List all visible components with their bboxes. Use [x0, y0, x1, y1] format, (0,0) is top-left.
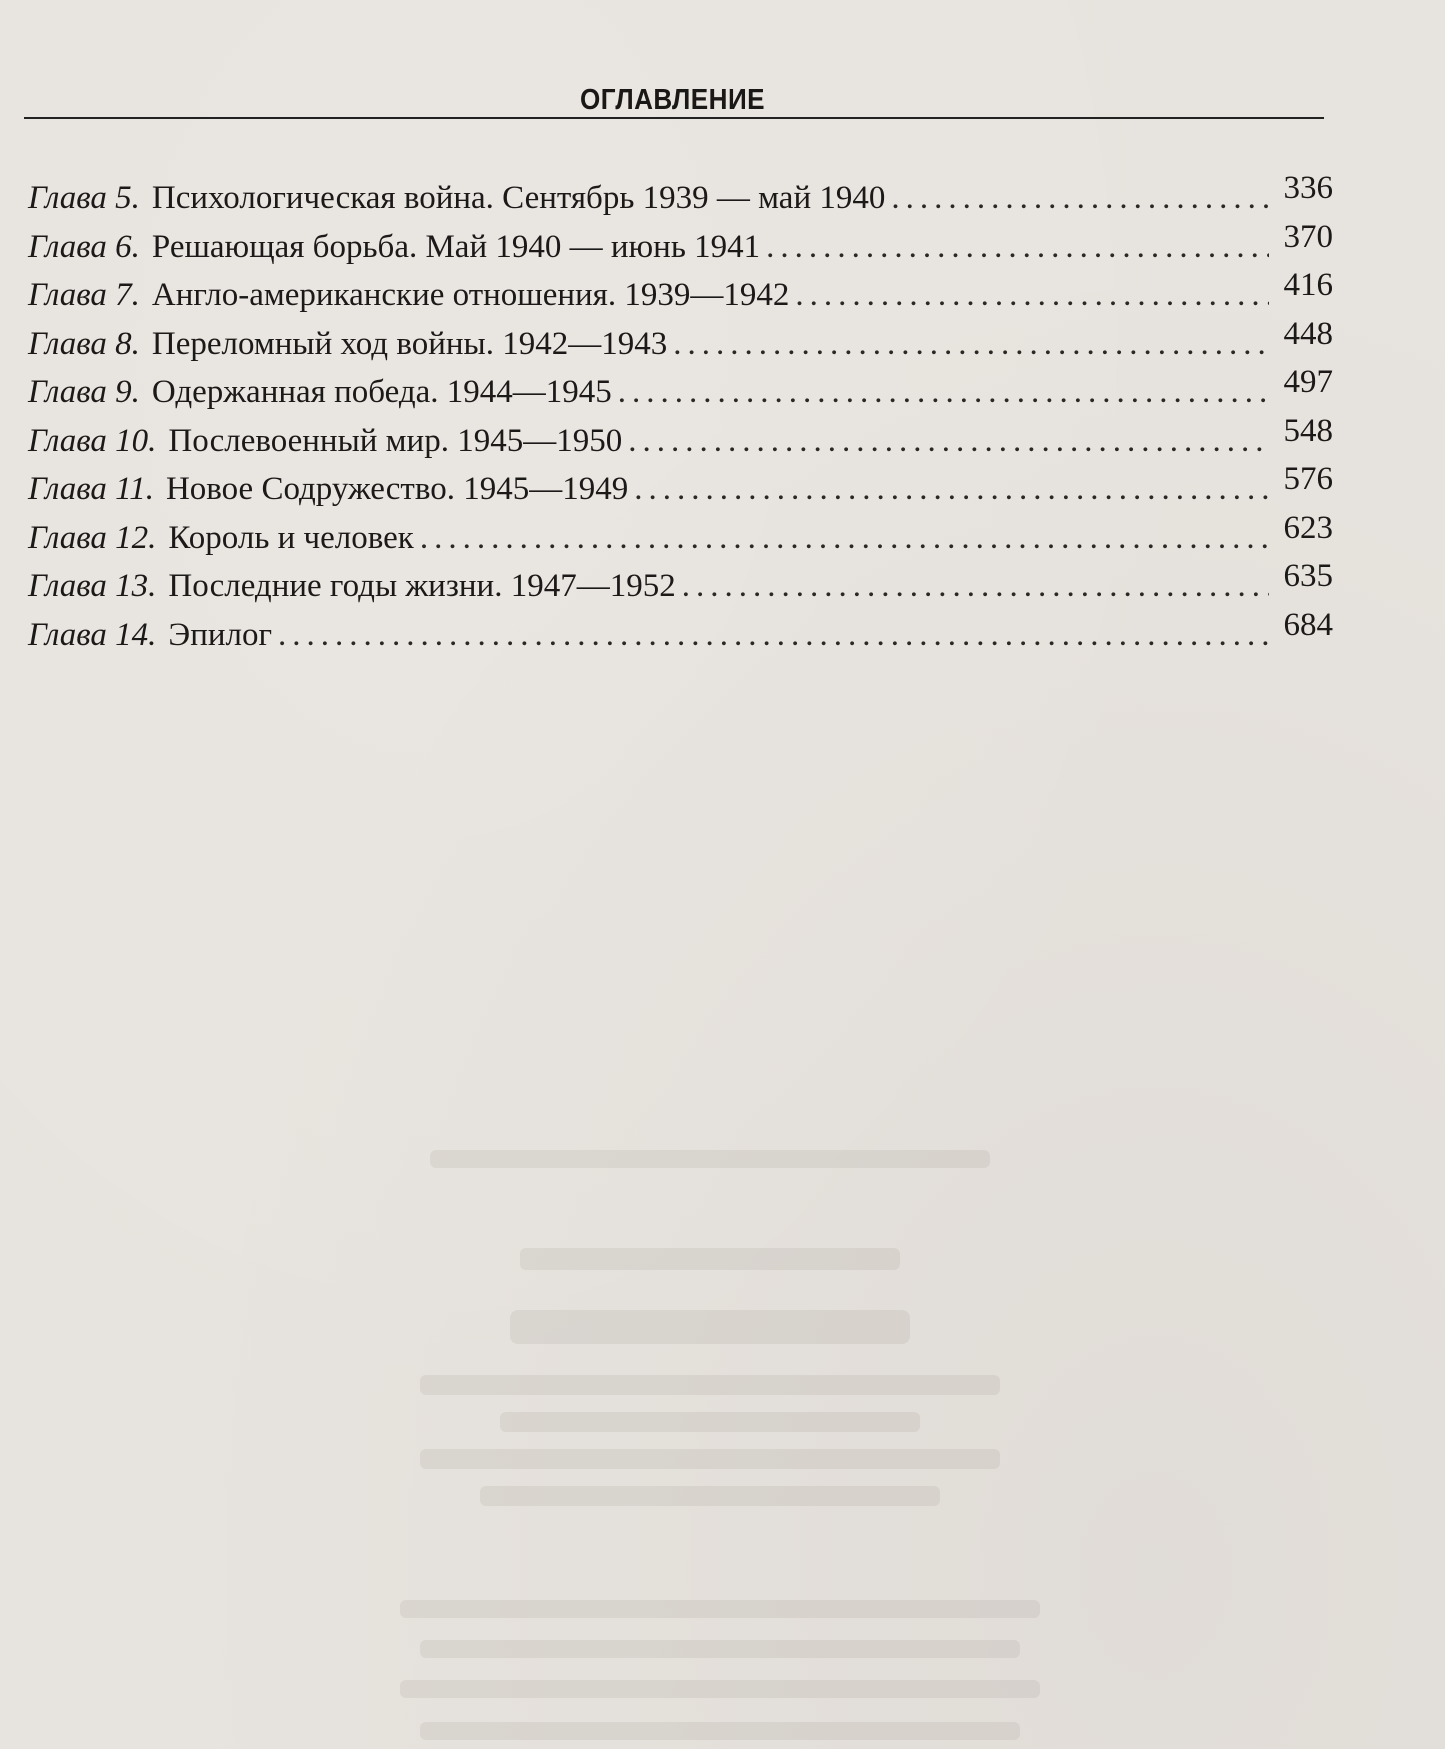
toc-chapter-label: Глава 5. [28, 180, 140, 216]
toc-chapter-label: Глава 14. [28, 616, 157, 653]
toc-page-number: 635 [1283, 558, 1333, 594]
toc-chapter-title: Англо-американские отношения. 1939—1942 [151, 277, 790, 313]
toc-page-number: 623 [1283, 509, 1333, 546]
toc-page-number: 448 [1283, 315, 1333, 352]
toc-chapter-title: Король и человек [168, 519, 414, 556]
toc-page-number: 684 [1283, 606, 1333, 643]
toc-chapter-label: Глава 6. [28, 228, 140, 265]
toc-chapter-title: Психологическая война. Сентябрь 1939 — май 1940 [151, 180, 886, 216]
toc-chapter-title: Новое Содружество. 1945—1949 [165, 471, 629, 507]
toc-chapter-label: Глава 8. [28, 325, 140, 362]
toc-chapter-label: Глава 7. [28, 277, 140, 313]
toc-chapter-label: Глава 12. [28, 519, 157, 556]
toc-page-number: 370 [1283, 218, 1333, 255]
toc-chapter-label: Глава 11. [28, 471, 154, 507]
toc-chapter-title: Переломный ход войны. 1942—1943 [151, 325, 668, 362]
toc-chapter-title: Одержанная победа. 1944—1945 [151, 374, 612, 410]
toc-page-number: 576 [1283, 461, 1333, 497]
toc-chapter-title: Эпилог [168, 616, 273, 653]
page-title: ОГЛАВЛЕНИЕ [579, 84, 766, 116]
toc-page-number: 336 [1283, 170, 1333, 206]
toc-page-number: 416 [1283, 267, 1333, 303]
toc-chapter-title: Послевоенный мир. 1945—1950 [168, 422, 623, 459]
toc-chapter-title: Решающая борьба. Май 1940 — июнь 1941 [151, 228, 761, 265]
toc-chapter-label: Глава 13. [28, 568, 157, 604]
toc-chapter-label: Глава 10. [28, 422, 157, 459]
toc-chapter-title: Последние годы жизни. 1947—1952 [168, 568, 676, 604]
toc-chapter-label: Глава 9. [28, 374, 140, 410]
toc-page-number: 497 [1283, 364, 1333, 400]
toc-page-number: 548 [1283, 412, 1333, 449]
